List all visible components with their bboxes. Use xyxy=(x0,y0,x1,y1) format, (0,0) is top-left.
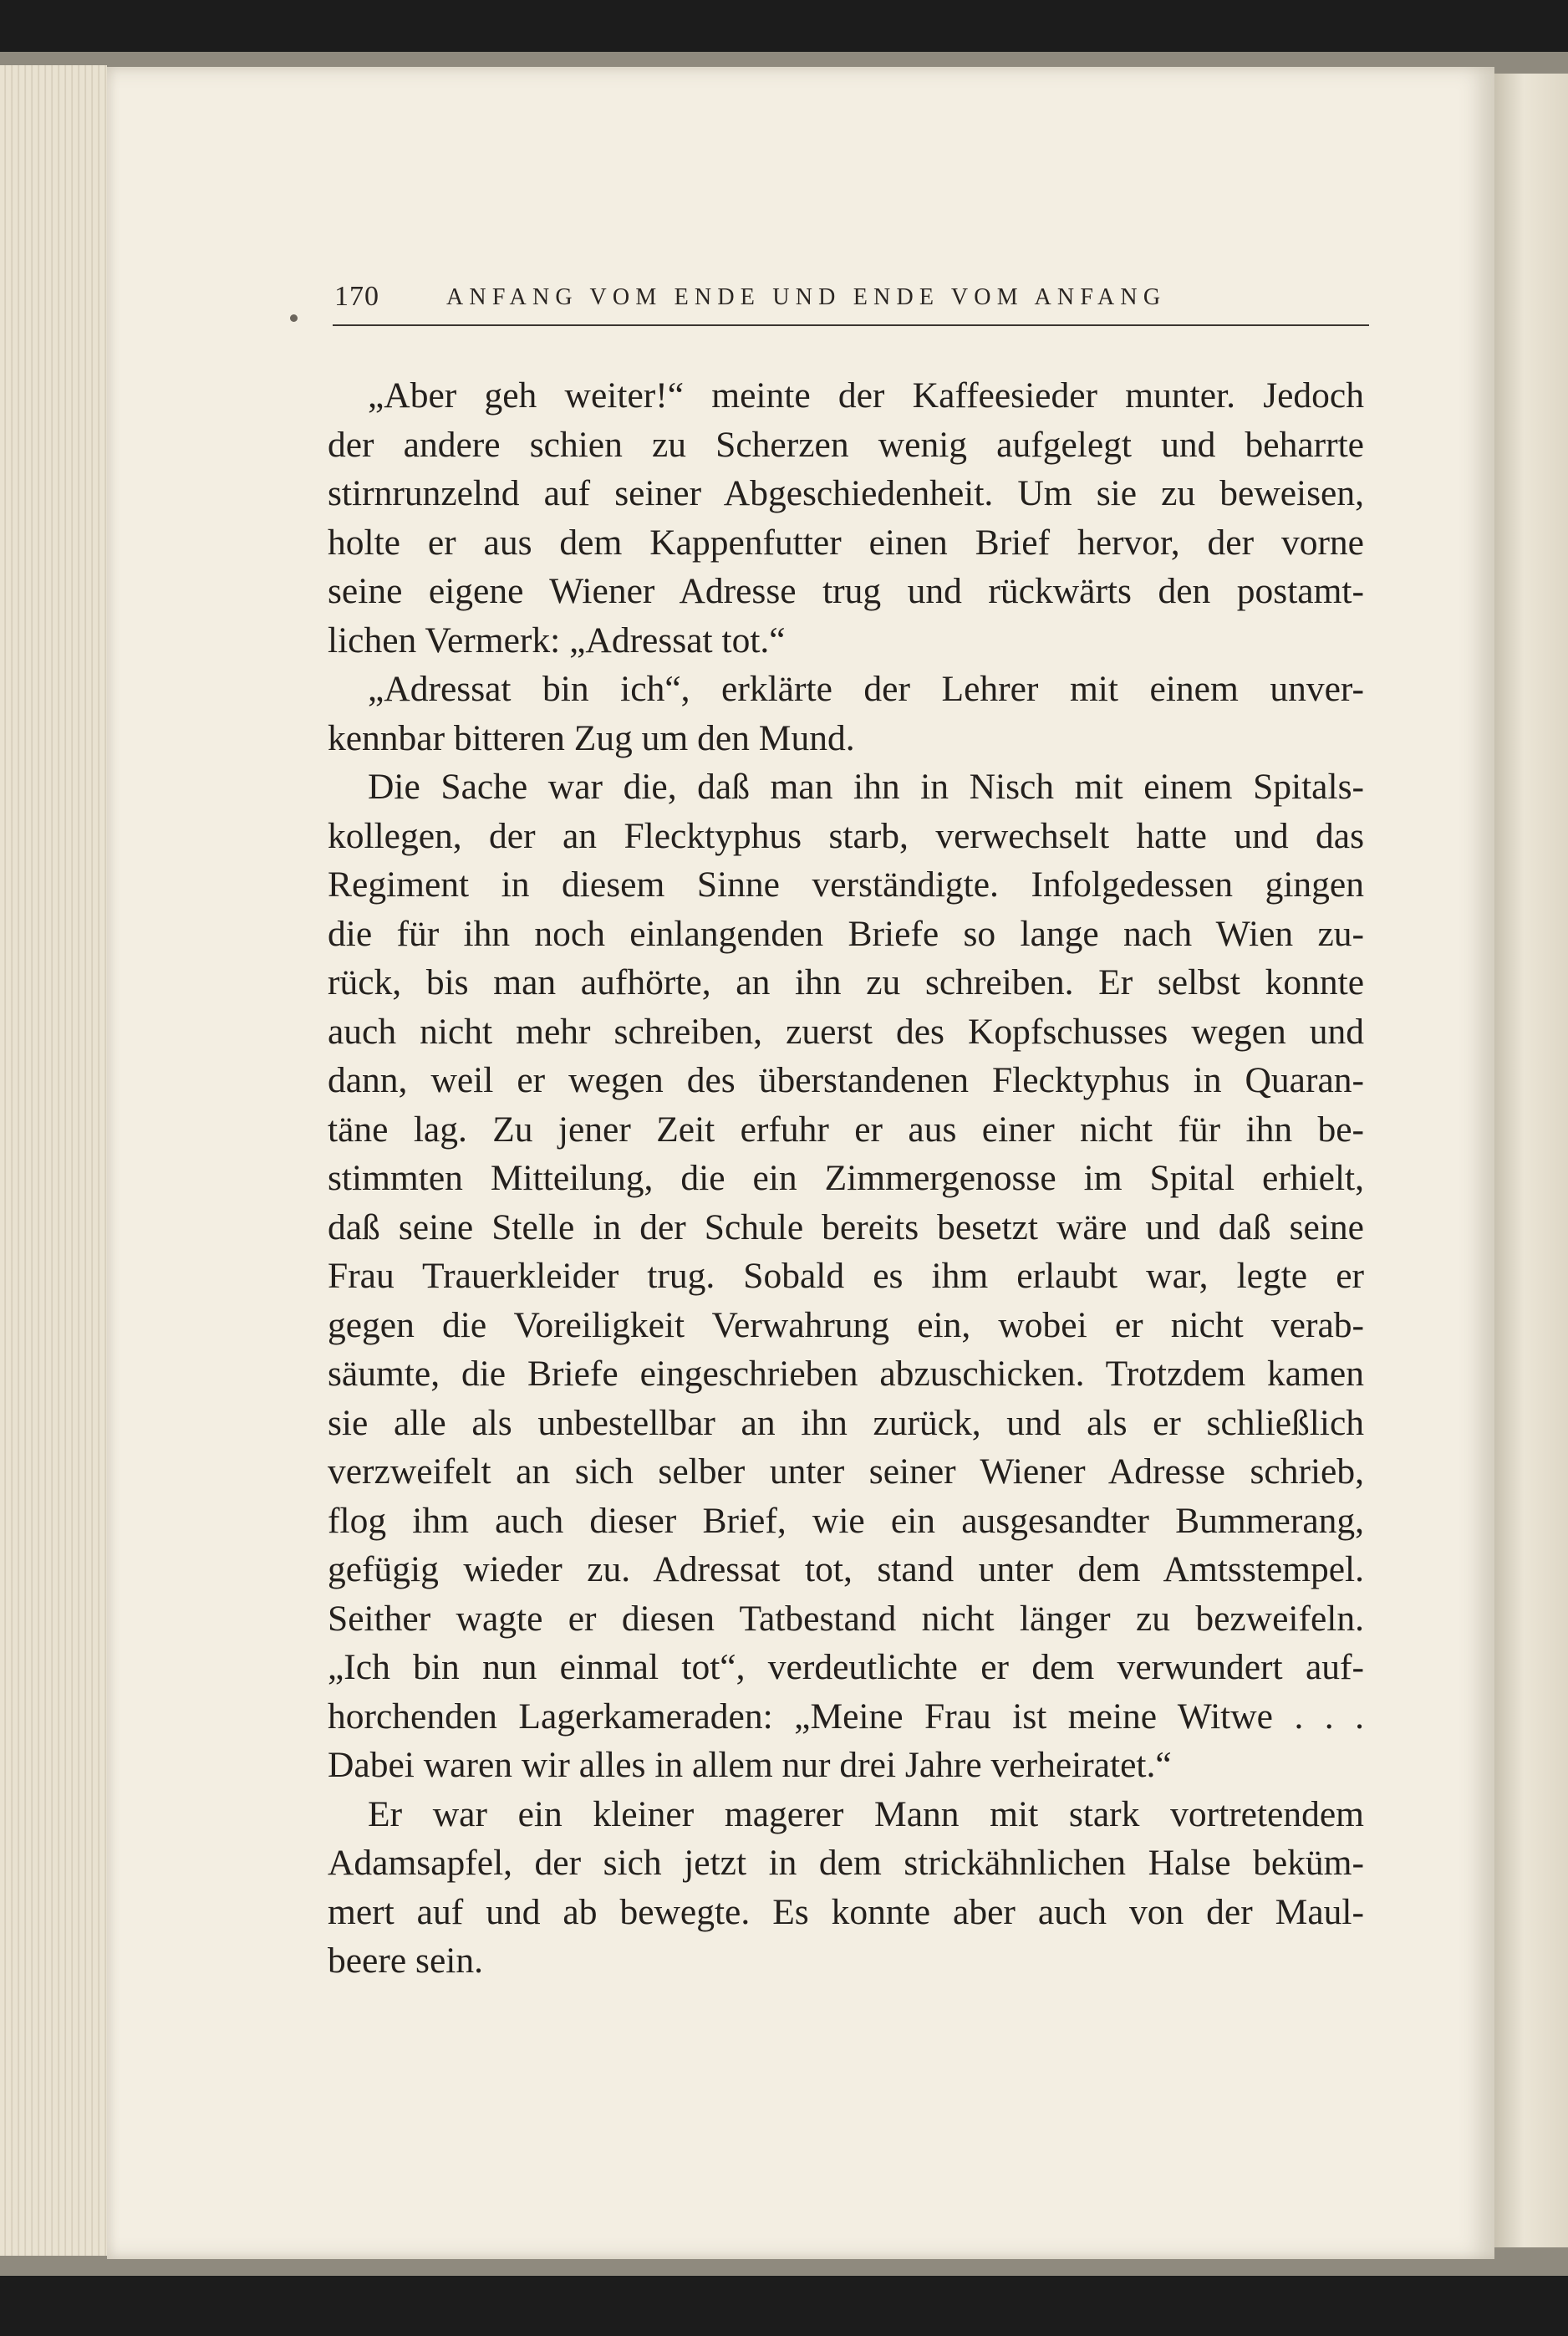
running-head: ANFANG VOM ENDE UND ENDE VOM ANFANG xyxy=(446,284,1167,310)
text-line: rück, bis man aufhörte, an ihn zu schreiben. Er selbst konnte xyxy=(328,962,1364,1002)
paragraph xyxy=(328,371,1364,665)
text-line: kennbar bitteren Zug um den Mund. xyxy=(328,717,855,758)
text-line: Seither wagte er diesen Tatbestand nicht länger zu bezweifeln. xyxy=(328,1598,1364,1639)
text-line: seine eigene Wiener Adresse trug und rückwärts den postamt- xyxy=(328,571,1364,611)
text-line: horchenden Lagerkameraden: „Meine Frau ist meine Witwe . . . xyxy=(328,1696,1364,1737)
text-line: die für ihn noch einlangenden Briefe so lange nach Wien zu- xyxy=(328,913,1364,954)
text-line: kollegen, der an Flecktyphus starb, verwechselt hatte und das xyxy=(328,815,1364,856)
paragraph xyxy=(328,665,1364,763)
text-line: stimmten Mitteilung, die ein Zimmergenosse im Spital erhielt, xyxy=(328,1158,1364,1198)
text-line: flog ihm auch dieser Brief, wie ein ausgesandter Bummerang, xyxy=(328,1500,1364,1541)
ink-speck xyxy=(290,314,298,322)
text-line: sie alle als unbestellbar an ihn zurück, und als er schließlich xyxy=(328,1402,1364,1443)
text-line: „Adressat bin ich“, erklärte der Lehrer mit einem unver- xyxy=(368,669,1364,709)
page-number: 170 xyxy=(334,281,379,312)
text-line: gefügig wieder zu. Adressat tot, stand unter dem Amtsstempel. xyxy=(328,1549,1364,1589)
text-line: „Aber geh weiter!“ meinte der Kaffeesieder munter. Jedoch xyxy=(368,375,1364,416)
page-header xyxy=(333,281,1369,326)
text-line: stirnrunzelnd auf seiner Abgeschiedenheit. Um sie zu beweisen, xyxy=(328,473,1364,513)
text-line: beere sein. xyxy=(328,1941,483,1981)
paragraph xyxy=(328,1790,1364,1986)
text-line: daß seine Stelle in der Schule bereits besetzt wäre und daß seine xyxy=(328,1206,1364,1247)
text-line: „Ich bin nun einmal tot“, verdeutlichte er dem verwundert auf- xyxy=(328,1647,1364,1687)
facing-page-edge xyxy=(1494,74,1568,2247)
text-line: Frau Trauerkleider trug. Sobald es ihm erlaubt war, legte er xyxy=(328,1256,1364,1296)
text-line: täne lag. Zu jener Zeit erfuhr er aus einer nicht für ihn be- xyxy=(328,1109,1364,1150)
text-line: dann, weil er wegen des überstandenen Flecktyphus in Quaran- xyxy=(328,1060,1364,1100)
text-line: mert auf und ab bewegte. Es konnte aber auch von der Maul- xyxy=(328,1891,1364,1932)
text-line: gegen die Voreiligkeit Verwahrung ein, wobei er nicht verab- xyxy=(328,1304,1364,1345)
text-line: auch nicht mehr schreiben, zuerst des Kopfschusses wegen und xyxy=(328,1011,1364,1052)
text-line: Regiment in diesem Sinne verständigte. Infolgedessen gingen xyxy=(328,865,1364,905)
body-text xyxy=(328,371,1364,1986)
text-line: säumte, die Briefe eingeschrieben abzuschicken. Trotzdem kamen xyxy=(328,1354,1364,1394)
text-line: verzweifelt an sich selber unter seiner Wiener Adresse schrieb, xyxy=(328,1451,1364,1492)
text-line: lichen Vermerk: „Adressat tot.“ xyxy=(328,620,786,661)
page-edges xyxy=(0,65,107,2256)
text-line: der andere schien zu Scherzen wenig aufgelegt und beharrte xyxy=(328,424,1364,465)
text-line: Adamsapfel, der sich jetzt in dem strickähnlichen Halse beküm- xyxy=(328,1843,1364,1883)
text-line: holte er aus dem Kappenfutter einen Brief hervor, der vorne xyxy=(328,522,1364,563)
text-line: Er war ein kleiner magerer Mann mit stark vortretendem xyxy=(368,1793,1364,1834)
paragraph xyxy=(328,763,1364,1790)
text-line: Dabei waren wir alles in allem nur drei Jahre verheiratet.“ xyxy=(328,1745,1172,1785)
text-line: Die Sache war die, daß man ihn in Nisch mit einem Spitals- xyxy=(368,767,1364,807)
